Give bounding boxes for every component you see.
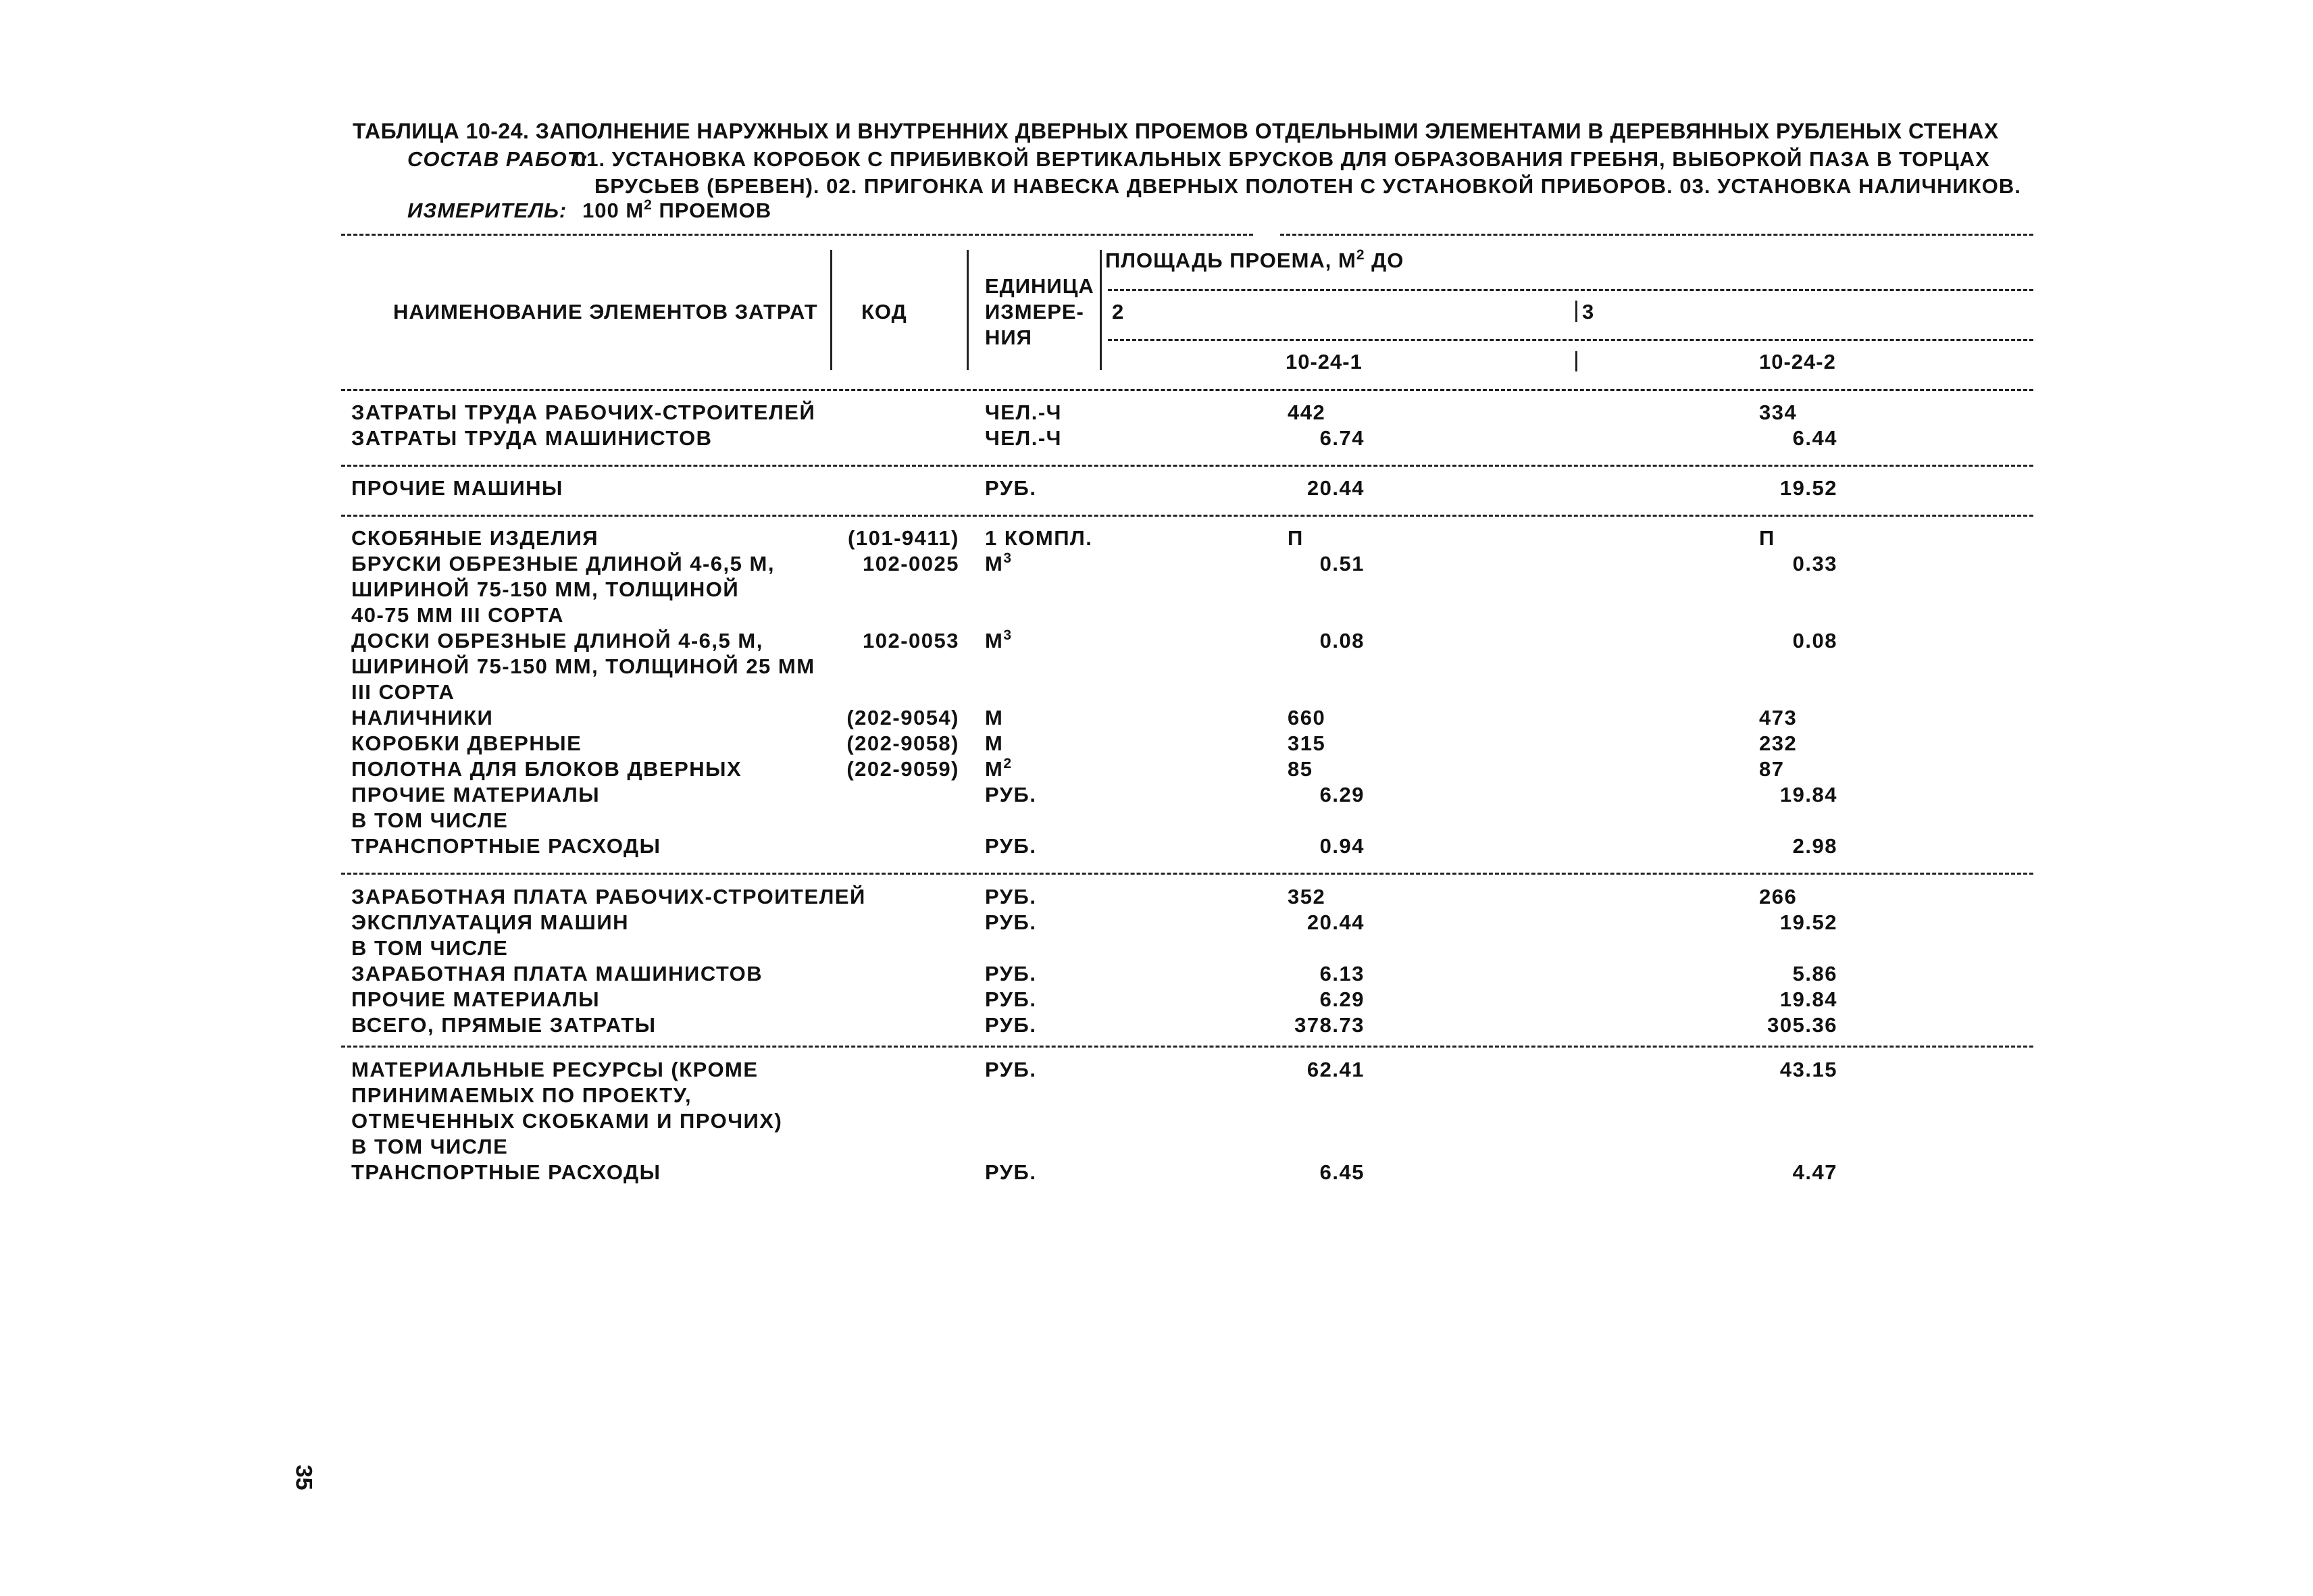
row-name: ШИРИНОЙ 75-150 ММ, ТОЛЩИНОЙ (351, 577, 740, 601)
row-unit: 1 КОМПЛ. (985, 526, 1093, 550)
section-rule (341, 1046, 2033, 1048)
column-header-code-10-24-2: 10-24-2 (1759, 350, 1836, 374)
row-name: СКОБЯНЫЕ ИЗДЕЛИЯ (351, 526, 599, 550)
row-value-10-24-2: 305.36 (1767, 1013, 1837, 1037)
row-name: ОТМЕЧЕННЫХ СКОБКАМИ И ПРОЧИХ) (351, 1109, 783, 1133)
row-value-10-24-2: П (1759, 526, 1775, 550)
row-name: ПОЛОТНА ДЛЯ БЛОКОВ ДВЕРНЫХ (351, 757, 742, 781)
row-code: (101-9411) (848, 526, 959, 550)
row-code: 102-0025 (862, 552, 959, 575)
row-value-10-24-2: 334 (1759, 401, 1798, 424)
row-name: III СОРТА (351, 680, 455, 704)
row-value-10-24-2: 19.84 (1779, 783, 1837, 806)
section-rule (341, 873, 2033, 875)
row-name: ПРОЧИЕ МАТЕРИАЛЫ (351, 783, 601, 806)
row-value-10-24-2: 2.98 (1792, 834, 1837, 858)
column-divider (1575, 351, 1577, 371)
row-value-10-24-2: 232 (1759, 731, 1798, 755)
row-unit: РУБ. (985, 1058, 1037, 1081)
column-header-code-10-24-1: 10-24-1 (1286, 350, 1363, 374)
row-value-10-24-1: П (1288, 526, 1304, 550)
row-value-10-24-1: 85 (1288, 757, 1313, 781)
row-value-10-24-1: 6.29 (1319, 987, 1365, 1011)
row-value-10-24-1: 378.73 (1294, 1013, 1365, 1037)
row-name: 40-75 ММ III СОРТА (351, 603, 564, 627)
page-number: 35 (290, 1464, 317, 1491)
row-unit: РУБ. (985, 1013, 1037, 1037)
column-header-area: ПЛОЩАДЬ ПРОЕМА, $М^2$ ДО (1105, 247, 1404, 272)
row-name: ЗАТРАТЫ ТРУДА РАБОЧИХ-СТРОИТЕЛЕЙ (351, 401, 816, 424)
row-name: ПРОЧИЕ МАТЕРИАЛЫ (351, 987, 601, 1011)
row-value-10-24-1: 20.44 (1306, 910, 1365, 934)
row-value-10-24-2: 266 (1759, 885, 1798, 908)
section-rule (341, 515, 2033, 517)
row-value-10-24-1: 6.74 (1319, 426, 1365, 450)
row-name: ЗАРАБОТНАЯ ПЛАТА РАБОЧИХ-СТРОИТЕЛЕЙ (351, 885, 866, 908)
row-name: ТРАНСПОРТНЫЕ РАСХОДЫ (351, 834, 661, 858)
row-value-10-24-2: 19.52 (1779, 910, 1837, 934)
row-name: ЭКСПЛУАТАЦИЯ МАШИН (351, 910, 630, 934)
row-value-10-24-1: 20.44 (1306, 476, 1365, 500)
area-subrule (1108, 289, 2033, 291)
column-divider (967, 250, 969, 370)
column-header-name: НАИМЕНОВАНИЕ ЭЛЕМЕНТОВ ЗАТРАТ (393, 300, 818, 324)
row-value-10-24-1: 315 (1288, 731, 1326, 755)
row-value-10-24-1: 0.08 (1319, 629, 1365, 652)
row-unit: $М^3$ (985, 550, 1013, 575)
header-bottom-rule (341, 389, 2033, 391)
column-header-area-3: 3 (1582, 300, 1595, 324)
column-divider (1575, 301, 1577, 322)
row-name: В ТОМ ЧИСЛЕ (351, 936, 509, 960)
row-value-10-24-1: 6.29 (1319, 783, 1365, 806)
row-value-10-24-2: 0.33 (1792, 552, 1837, 575)
row-name: БРУСКИ ОБРЕЗНЫЕ ДЛИНОЙ 4-6,5 М, (351, 552, 775, 575)
table-title: ТАБЛИЦА 10-24. ЗАПОЛНЕНИЕ НАРУЖНЫХ И ВНУТРЕННИХ ДВЕРНЫХ ПРОЕМОВ ОТДЕЛЬНЫМИ ЭЛЕМЕНТАМИ В ДЕРЕВЯННЫХ РУБЛЕНЫХ СТЕНАХ (353, 119, 1999, 143)
row-name: НАЛИЧНИКИ (351, 706, 494, 729)
column-divider (1100, 250, 1102, 370)
row-name: ПРОЧИЕ МАШИНЫ (351, 476, 563, 500)
row-name: ВСЕГО, ПРЯМЫЕ ЗАТРАТЫ (351, 1013, 657, 1037)
column-header-code: КОД (861, 300, 907, 324)
row-value-10-24-2: 19.52 (1779, 476, 1837, 500)
row-name: ДОСКИ ОБРЕЗНЫЕ ДЛИНОЙ 4-6,5 М, (351, 629, 763, 652)
work-composition-line2: БРУСЬЕВ (БРЕВЕН). 02. ПРИГОНКА И НАВЕСКА ДВЕРНЫХ ПОЛОТЕН С УСТАНОВКОЙ ПРИБОРОВ. 03. УСТАНОВКА НАЛИЧНИКОВ. (594, 174, 2021, 198)
row-code: 102-0053 (862, 629, 959, 652)
row-value-10-24-1: 352 (1288, 885, 1326, 908)
row-value-10-24-2: 4.47 (1792, 1160, 1837, 1184)
row-code: (202-9059) (846, 757, 959, 781)
row-name: В ТОМ ЧИСЛЕ (351, 808, 509, 832)
header-rule-right (1280, 234, 2033, 236)
row-value-10-24-2: 87 (1759, 757, 1785, 781)
area-subrule (1108, 339, 2033, 341)
row-name: В ТОМ ЧИСЛЕ (351, 1135, 509, 1158)
row-value-10-24-1: 660 (1288, 706, 1326, 729)
row-name: ЗАТРАТЫ ТРУДА МАШИНИСТОВ (351, 426, 713, 450)
row-value-10-24-2: 5.86 (1792, 962, 1837, 985)
row-unit: РУБ. (985, 1160, 1037, 1184)
row-value-10-24-1: 6.13 (1319, 962, 1365, 985)
column-divider (830, 250, 832, 370)
work-composition-label: СОСТАВ РАБОТ: (407, 147, 588, 171)
row-code: (202-9054) (846, 706, 959, 729)
row-unit: $М^3$ (985, 627, 1013, 652)
row-name: МАТЕРИАЛЬНЫЕ РЕСУРСЫ (КРОМЕ (351, 1058, 759, 1081)
column-header-unit-line2: ИЗМЕРЕ- (985, 300, 1084, 324)
row-unit: РУБ. (985, 910, 1037, 934)
row-unit: РУБ. (985, 476, 1037, 500)
row-unit: $М^2$ (985, 756, 1013, 781)
row-unit: ЧЕЛ.-Ч (985, 426, 1062, 450)
row-unit: РУБ. (985, 962, 1037, 985)
row-value-10-24-2: 6.44 (1792, 426, 1837, 450)
row-unit: М (985, 731, 1004, 755)
row-value-10-24-1: 0.51 (1319, 552, 1365, 575)
column-header-area-2: 2 (1112, 300, 1125, 324)
row-name: ЗАРАБОТНАЯ ПЛАТА МАШИНИСТОВ (351, 962, 763, 985)
row-value-10-24-1: 6.45 (1319, 1160, 1365, 1184)
row-value-10-24-2: 0.08 (1792, 629, 1837, 652)
row-code: (202-9058) (846, 731, 959, 755)
row-value-10-24-1: 0.94 (1319, 834, 1365, 858)
column-header-unit-line1: ЕДИНИЦА (985, 274, 1094, 298)
row-value-10-24-2: 473 (1759, 706, 1798, 729)
row-value-10-24-1: 442 (1288, 401, 1326, 424)
row-unit: РУБ. (985, 783, 1037, 806)
row-unit: РУБ. (985, 885, 1037, 908)
row-value-10-24-1: 62.41 (1306, 1058, 1365, 1081)
meter-value: 100 $М^2$ ПРОЕМОВ (582, 197, 772, 222)
row-value-10-24-2: 43.15 (1779, 1058, 1837, 1081)
section-rule (341, 465, 2033, 467)
row-unit: ЧЕЛ.-Ч (985, 401, 1062, 424)
row-name: ПРИНИМАЕМЫХ ПО ПРОЕКТУ, (351, 1083, 692, 1107)
row-unit: М (985, 706, 1004, 729)
row-unit: РУБ. (985, 834, 1037, 858)
row-value-10-24-2: 19.84 (1779, 987, 1837, 1011)
row-unit: РУБ. (985, 987, 1037, 1011)
row-name: КОРОБКИ ДВЕРНЫЕ (351, 731, 582, 755)
row-name: ШИРИНОЙ 75-150 ММ, ТОЛЩИНОЙ 25 ММ (351, 654, 815, 678)
row-name: ТРАНСПОРТНЫЕ РАСХОДЫ (351, 1160, 661, 1184)
column-header-unit-line3: НИЯ (985, 326, 1032, 349)
header-rule-left (341, 234, 1253, 236)
work-composition-line1: 01. УСТАНОВКА КОРОБОК С ПРИБИВКОЙ ВЕРТИКАЛЬНЫХ БРУСКОВ ДЛЯ ОБРАЗОВАНИЯ ГРЕБНЯ, ВЫБОРКОЙ ПАЗА В ТОРЦАХ (574, 147, 1990, 171)
meter-label: ИЗМЕРИТЕЛЬ: (407, 199, 567, 222)
